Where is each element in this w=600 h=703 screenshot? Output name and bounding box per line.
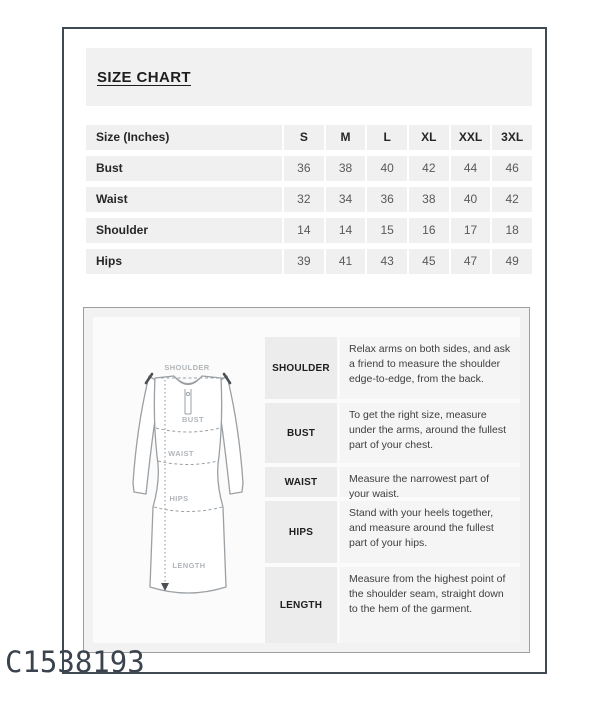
guide-description: Relax arms on both sides, and ask a friend to measure the shoulder edge-to-edge, from the back. (340, 337, 520, 399)
watermark-code: C1538193 (5, 645, 145, 679)
guide-row (265, 567, 520, 643)
table-header-cell: XL (409, 125, 449, 150)
figure-label-length: LENGTH (172, 561, 206, 570)
value-cell: 38 (326, 156, 366, 181)
row-label-cell: Hips (86, 249, 282, 274)
guide-label: BUST (265, 403, 337, 463)
garment-figure (93, 317, 265, 643)
value-cell: 17 (451, 218, 491, 243)
value-cell: 15 (367, 218, 407, 243)
garment-illustration (93, 317, 265, 645)
value-cell: 39 (284, 249, 324, 274)
figure-label-shoulder: SHOULDER (164, 363, 210, 372)
guide-description: Stand with your heels together, and measure around the fullest part of your hips. (340, 501, 520, 563)
value-cell: 14 (326, 218, 366, 243)
value-cell: 46 (492, 156, 532, 181)
table-header-cell: M (326, 125, 366, 150)
value-cell: 41 (326, 249, 366, 274)
guide-description: Measure from the highest point of the shoulder seam, straight down to the hem of the garment. (340, 567, 520, 643)
value-cell: 42 (409, 156, 449, 181)
guide-row (265, 403, 520, 463)
size-table (86, 125, 532, 274)
table-header-cell: Size (Inches) (86, 125, 282, 150)
value-cell: 36 (367, 187, 407, 212)
value-cell: 44 (451, 156, 491, 181)
table-header-cell: 3XL (492, 125, 532, 150)
row-label-cell: Shoulder (86, 218, 282, 243)
size-chart-title: SIZE CHART (97, 68, 191, 86)
guide-label: HIPS (265, 501, 337, 563)
value-cell: 43 (367, 249, 407, 274)
value-cell: 16 (409, 218, 449, 243)
guide-label: SHOULDER (265, 337, 337, 399)
value-cell: 14 (284, 218, 324, 243)
guide-row (265, 467, 520, 501)
table-header-cell: XXL (451, 125, 491, 150)
row-label-cell: Bust (86, 156, 282, 181)
value-cell: 36 (284, 156, 324, 181)
value-cell: 38 (409, 187, 449, 212)
value-cell: 45 (409, 249, 449, 274)
guide-label: LENGTH (265, 567, 337, 643)
table-header-cell: S (284, 125, 324, 150)
guide-row (265, 337, 520, 399)
guide-row (265, 501, 520, 563)
figure-label-bust: BUST (181, 415, 205, 424)
row-label-cell: Waist (86, 187, 282, 212)
figure-label-waist: WAIST (168, 449, 194, 458)
figure-label-hips: HIPS (169, 494, 189, 503)
size-chart-title-band (86, 48, 532, 106)
value-cell: 32 (284, 187, 324, 212)
measurement-guide-table (265, 317, 520, 643)
measurement-guide-panel (83, 307, 530, 653)
value-cell: 42 (492, 187, 532, 212)
value-cell: 47 (451, 249, 491, 274)
value-cell: 49 (492, 249, 532, 274)
value-cell: 40 (367, 156, 407, 181)
guide-label: WAIST (265, 467, 337, 497)
guide-description: To get the right size, measure under the arms, around the fullest part of your chest. (340, 403, 520, 463)
size-chart-frame (62, 27, 547, 674)
table-header-cell: L (367, 125, 407, 150)
value-cell: 18 (492, 218, 532, 243)
value-cell: 34 (326, 187, 366, 212)
guide-description: Measure the narrowest part of your waist. (340, 467, 520, 497)
value-cell: 40 (451, 187, 491, 212)
